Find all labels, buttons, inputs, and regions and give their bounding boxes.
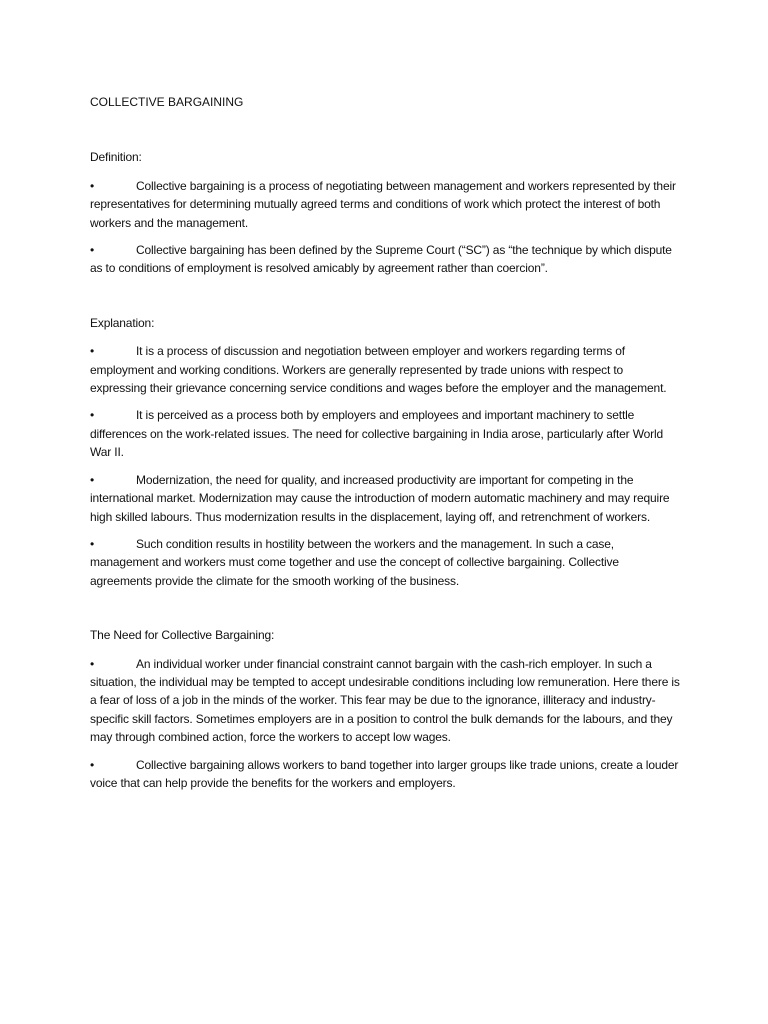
bullet-paragraph	[90, 342, 682, 397]
document-page	[90, 93, 682, 792]
bullet-paragraph	[90, 535, 682, 590]
paragraph-text: An individual worker under financial constraint cannot bargain with the cash-rich employer. In such a situation, the individual may be tempted to accept undesirable conditions including low remuneration. Here there is a fear of loss of a job in the minds of the worker. This fear may be due to the ignorance, illiteracy and industry-specific skill factors. Sometimes employers are in a position to control the bulk demands for the labours, and they may through combined action, force the workers to accept low wages.	[90, 656, 680, 745]
paragraph-text: Modernization, the need for quality, and increased productivity are important for competing in the international market. Modernization may cause the introduction of modern automatic machinery and may require high skilled labours. Thus modernization results in the displacement, laying off, and retrenchment of workers.	[90, 472, 670, 524]
section-heading: Explanation:	[90, 315, 155, 330]
section-need	[90, 626, 682, 792]
bullet-marker: •	[90, 178, 95, 193]
bullet-marker: •	[90, 408, 95, 423]
bullet-paragraph	[90, 471, 682, 526]
section-explanation	[90, 314, 682, 590]
paragraph-text: It is a process of discussion and negotiation between employer and workers regarding terms of employment and working conditions. Workers are generally represented by trade unions with respect to expressing their grievance concerning service conditions and wages before the employer and the management.	[90, 344, 667, 396]
bullet-marker: •	[90, 243, 95, 258]
paragraph-text: Collective bargaining allows workers to band together into larger groups like trade unions, create a louder voice that can help provide the benefits for the workers and employers.	[90, 757, 679, 790]
bullet-marker: •	[90, 757, 95, 772]
bullet-marker: •	[90, 536, 95, 551]
paragraph-text: Collective bargaining has been defined by the Supreme Court (“SC”) as “the technique by which dispute as to conditions of employment is resolved amicably by agreement rather than coercion”.	[90, 243, 672, 276]
bullet-marker: •	[90, 656, 95, 671]
bullet-marker: •	[90, 472, 95, 487]
section-heading: The Need for Collective Bargaining:	[90, 628, 275, 643]
spacer	[90, 111, 682, 148]
section-definition	[90, 148, 682, 277]
bullet-paragraph	[90, 177, 682, 232]
document-title: COLLECTIVE BARGAINING	[90, 95, 244, 109]
paragraph-text: Such condition results in hostility between the workers and the management. In such a case, management and workers must come together and use the concept of collective bargaining. Collective agreements provide the climate for the smooth working of the business.	[90, 536, 619, 588]
bullet-paragraph	[90, 655, 682, 747]
bullet-paragraph	[90, 406, 682, 461]
bullet-paragraph	[90, 756, 682, 793]
bullet-paragraph	[90, 241, 682, 278]
paragraph-text: It is perceived as a process both by employers and employees and important machinery to settle differences on the work-related issues. The need for collective bargaining in India arose, particularly after World War II.	[90, 408, 664, 460]
section-heading: Definition:	[90, 150, 142, 165]
bullet-marker: •	[90, 344, 95, 359]
paragraph-text: Collective bargaining is a process of negotiating between management and workers represented by their representatives for determining mutually agreed terms and conditions of work which protect the interest of both workers and the management.	[90, 178, 676, 230]
